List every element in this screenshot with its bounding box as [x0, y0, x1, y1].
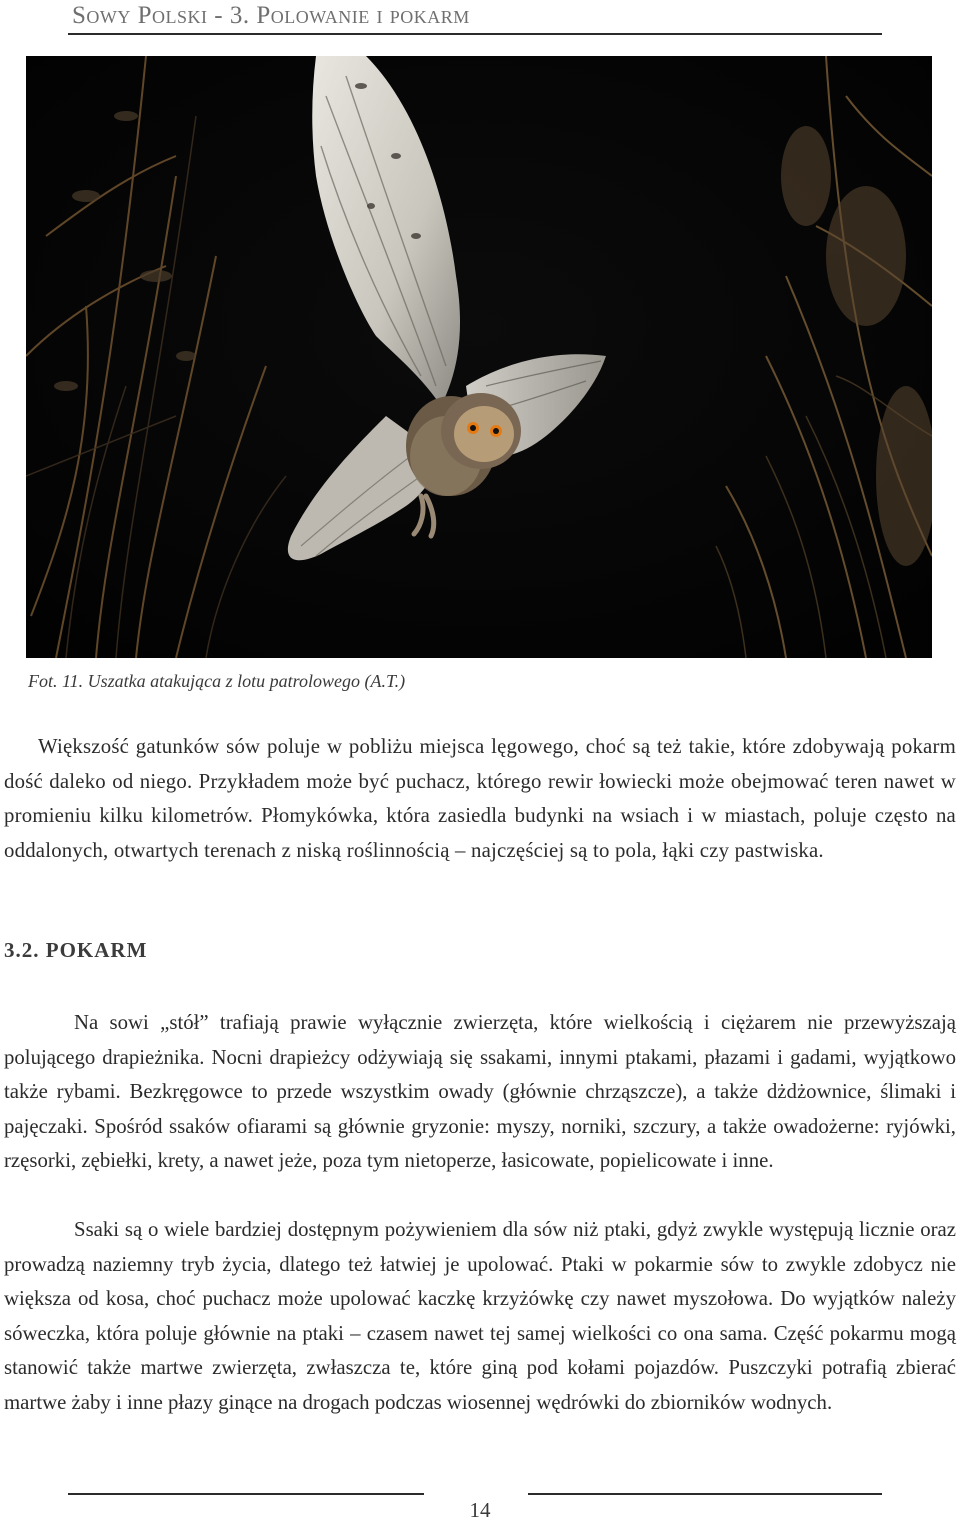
footer-rule-left	[68, 1493, 424, 1495]
figure-caption: Fot. 11. Uszatka atakująca z lotu patrolowego (A.T.)	[28, 671, 406, 691]
body-paragraph-1: Większość gatunków sów poluje w pobliżu miejsca lęgowego, choć są też takie, które zdobywają pokarm dość daleko od niego. Przykładem może być puchacz, którego rewir łowiecki może obejmować teren nawet w promieniu kilku kilometrów. Płomykówka, która zasiedla budynki na wsiach i w miastach, poluje często na oddalonych, otwartych terenach z niską roślinnością – najczęściej są to pola, łąki czy pastwiska.	[4, 735, 956, 862]
body-paragraph-3: Ssaki są o wiele bardziej dostępnym pożywieniem dla sów niż ptaki, gdyż zwykle występują licznie oraz prowadzą naziemny tryb życia, dlatego też łatwiej je upolować. Ptaki w pokarmie sów to zwykle zdobycz nie większa od kosa, choć puchacz może upolować kaczkę krzyżówkę czy nawet myszołowa. Do wyjątków należy sóweczka, która poluje głównie na ptaki – czasem nawet tej samej wielkości co ona sama. Część pokarmu mogą stanowić także martwe zwierzęta, zwłaszcza te, które giną pod kołami pojazdów. Puszczyki potrafią zbierać martwe żaby i inne płazy ginące na drogach podczas wiosennej wędrówki do zbiorników wodnych.	[4, 1218, 956, 1414]
body-paragraph-2: Na sowi „stół” trafiają prawie wyłącznie zwierzęta, które wielkością i ciężarem nie przewyższają polującego drapieżnika. Nocni drapieżcy odżywiają się ssakami, innymi ptakami, płazami i gadami, wyjątkowo także rybami. Bezkręgowce to przede wszystkim owady (głównie chrząszcze), a także dżdżownice, ślimaki i pajęczaki. Spośród ssaków ofiarami są głównie gryzonie: myszy, norniki, szczury, a także owadożerne: ryjówki, rzęsorki, zębiełki, krety, a nawet jeże, poza tym nietoperze, łasicowate, popielicowate i inne.	[4, 1011, 956, 1172]
footer-rule-right	[528, 1493, 882, 1495]
section-heading: 3.2. POKARM	[4, 938, 148, 962]
owl-photo	[26, 56, 932, 658]
header-rule	[68, 33, 882, 35]
page-number: 14	[469, 1498, 491, 1522]
running-header: Sowy Polski - 3. Polowanie i pokarm	[72, 2, 470, 29]
